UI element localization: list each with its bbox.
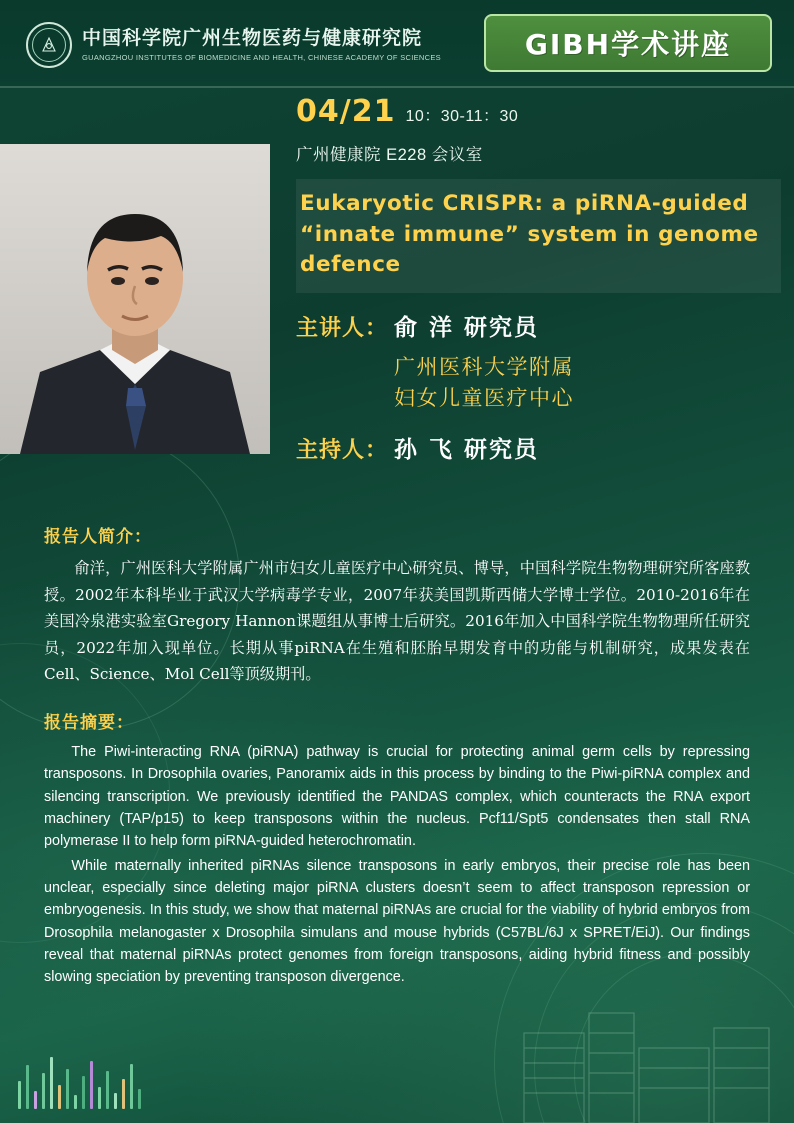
bio-text: 俞洋，广州医科大学附属广州市妇女儿童医疗中心研究员、博导，中国科学院生物物理研究所客座教授。2002年本科毕业于武汉大学病毒学专业，2007年获美国凯斯西储大学博士学位。2010-2016年在美国冷泉港实验室Gregory Hannon课题组从事博士后研究。2016年加入中国科学院生物物理所任研究员，2022年加入现单位。长期从事piRNA在生殖和胚胎早期发育中的功能与机制研究，成果发表在Cell、Science、Mol Cell等顶级期刊。 — [44, 559, 750, 684]
abstract-paragraph-1: The Piwi-interacting RNA (piRNA) pathway is crucial for protecting animal germ cells by repressing transposons. In Drosophila ovaries, Panoramix aids in this process by binding to the Piwi-piRNA complex and silencing transcription. We previously identified the PANDAS complex, which counteracts the RNA export machinery (TAP/p15) to keep transposons within the nucleus. Pcf11/Spt5 condensates then stall RNA polymerase II to help form piRNA-guided heterochromatin. — [44, 743, 750, 850]
poster-body — [44, 522, 750, 989]
host-name: 孙 飞 研究员 — [394, 436, 540, 463]
speaker-affiliation-line2: 妇女儿童医疗中心 — [394, 386, 574, 411]
speaker-row — [296, 309, 780, 342]
speaker-name: 俞 洋 研究员 — [394, 314, 540, 341]
abstract-text — [44, 741, 750, 989]
speaker-affiliation — [394, 352, 780, 415]
bio-heading: 报告人简介： — [44, 527, 152, 547]
event-time: 10：30-11：30 — [405, 108, 519, 125]
logo-emblem-icon — [26, 22, 72, 68]
hero-section — [0, 88, 794, 518]
lecture-title-band — [296, 179, 781, 293]
institute-name-cn: 中国科学院广州生物医药与健康研究院 — [82, 27, 423, 50]
host-label: 主持人： — [296, 437, 389, 463]
institute-logo — [26, 22, 441, 68]
speaker-portrait — [0, 144, 270, 454]
logo-inner-glyph — [39, 35, 59, 55]
institute-name-en: GUANGZHOU INSTITUTES OF BIOMEDICINE AND HEALTH, CHINESE ACADEMY OF SCIENCES — [82, 52, 441, 62]
speaker-portrait-image — [0, 144, 270, 454]
abstract-paragraph-2: While maternally inherited piRNAs silence transposons in early embryos, their precise role has been unclear, especially since deleting major piRNA clusters doesn’t seem to affect transposon repression or embryogenesis. In this study, we show that maternal piRNAs are crucial for the viability of hybrid embryos from Drosophila melanogaster x Drosophila simulans and mouse hybrids (C57BL/6J x SPRET/EiJ). Our findings reveal that maternal piRNAs protect genomes from foreign transposons, aiding hybrid fitness and possibly slowing speciation by preventing transposon divergence. — [44, 857, 750, 986]
decorative-bars — [18, 1049, 228, 1109]
event-datetime — [296, 94, 780, 129]
poster-header — [0, 0, 794, 88]
event-info — [296, 94, 780, 464]
speaker-affiliation-line1: 广州医科大学附属 — [394, 354, 574, 379]
decorative-skyline — [374, 973, 794, 1123]
lecture-title: Eukaryotic CRISPR: a piRNA-guided “innate immune” system in genome defence — [300, 191, 759, 278]
lecture-series-badge — [484, 14, 772, 72]
event-date: 04/21 — [296, 94, 396, 129]
lecture-series-badge-label: GIBH学术讲座 — [524, 28, 732, 61]
abstract-heading: 报告摘要： — [44, 712, 134, 733]
host-row — [296, 431, 780, 464]
event-venue: 广州健康院 E228 会议室 — [296, 146, 483, 164]
speaker-label: 主讲人： — [296, 315, 389, 341]
